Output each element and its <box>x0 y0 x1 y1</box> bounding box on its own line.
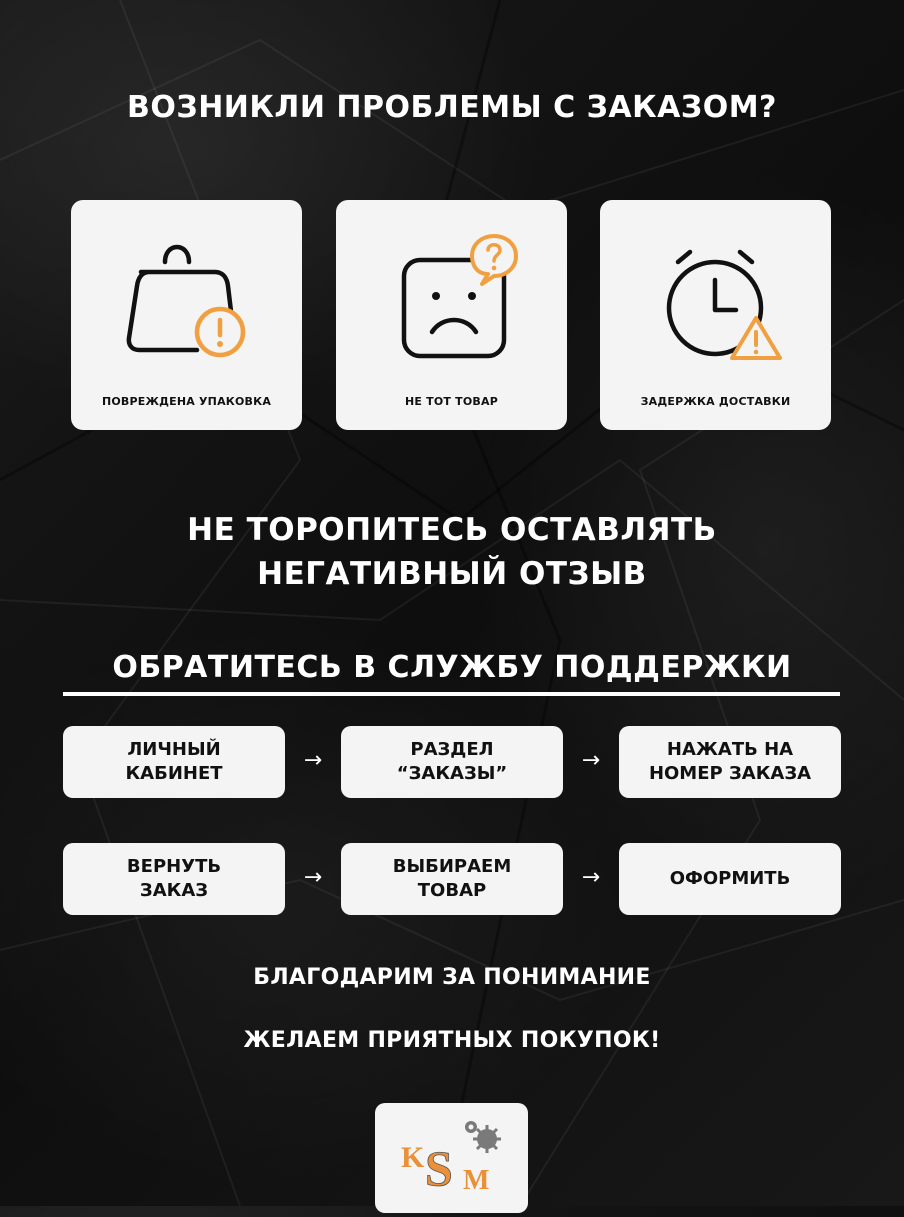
step-personal-account <box>63 726 285 798</box>
step-text-line: ЗАКАЗ <box>139 880 209 901</box>
step-text-line: “ЗАКАЗЫ” <box>396 763 508 784</box>
step-click-order-number <box>619 726 841 798</box>
step-orders-section <box>341 726 563 798</box>
problem-label: ЗАДЕРЖКА ДОСТАВКИ <box>640 395 791 408</box>
step-text-line: ОФОРМИТЬ <box>669 868 791 889</box>
step-text-line: КАБИНЕТ <box>125 763 223 784</box>
step-text-line: НОМЕР ЗАКАЗА <box>648 763 812 784</box>
thanks-text: БЛАГОДАРИМ ЗА ПОНИМАНИЕ <box>253 965 651 990</box>
problem-card-damaged-package <box>71 200 302 430</box>
logo-letter-k: K <box>401 1141 425 1174</box>
step-text-line: НАЖАТЬ НА <box>666 739 794 760</box>
advice-line-1: НЕ ТОРОПИТЕСЬ ОСТАВЛЯТЬ <box>187 512 717 548</box>
step-text-line: ВЕРНУТЬ <box>126 856 222 877</box>
logo-letter-m: M <box>463 1165 490 1196</box>
arrow-right-icon: → <box>303 865 323 890</box>
sad-face-question-icon <box>376 228 526 368</box>
step-text-line: ЛИЧНЫЙ <box>127 739 221 760</box>
page-title: ВОЗНИКЛИ ПРОБЛЕМЫ С ЗАКАЗОМ? <box>127 90 777 125</box>
gear-icon <box>375 1103 528 1213</box>
ksm-logo <box>375 1103 528 1213</box>
support-title: ОБРАТИТЕСЬ В СЛУЖБУ ПОДДЕРЖКИ <box>112 650 792 685</box>
problem-card-wrong-item <box>336 200 567 430</box>
support-title-underline <box>63 692 840 696</box>
arrow-right-icon: → <box>581 748 601 773</box>
problem-label: НЕ ТОТ ТОВАР <box>405 395 498 408</box>
clock-warning-icon <box>640 228 790 368</box>
advice-text <box>0 508 904 596</box>
step-text-line: ТОВАР <box>417 880 487 901</box>
bag-warning-icon <box>111 228 261 368</box>
step-submit <box>619 843 841 915</box>
arrow-right-icon: → <box>581 865 601 890</box>
arrow-right-icon: → <box>303 748 323 773</box>
problem-card-delivery-delay <box>600 200 831 430</box>
logo-letter-s: S <box>425 1140 453 1196</box>
problem-label: ПОВРЕЖДЕНА УПАКОВКА <box>101 395 272 408</box>
step-select-item <box>341 843 563 915</box>
step-text-line: РАЗДЕЛ <box>410 739 494 760</box>
step-return-order <box>63 843 285 915</box>
wish-text: ЖЕЛАЕМ ПРИЯТНЫХ ПОКУПОК! <box>243 1028 661 1053</box>
step-text-line: ВЫБИРАЕМ <box>392 856 512 877</box>
advice-line-2: НЕГАТИВНЫЙ ОТЗЫВ <box>257 556 647 592</box>
